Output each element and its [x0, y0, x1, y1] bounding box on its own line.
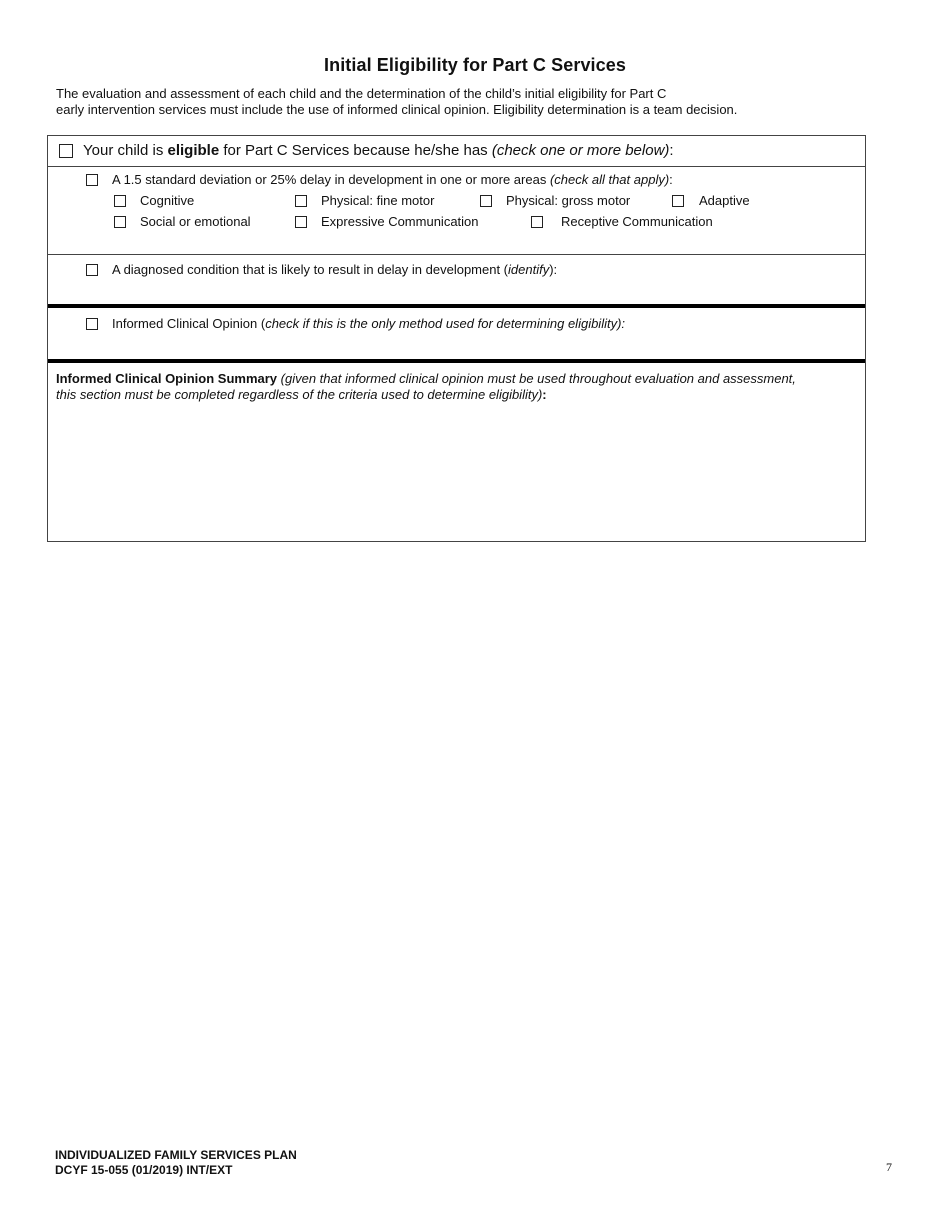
eligibility-form	[47, 135, 866, 542]
cognitive-checkbox[interactable]	[114, 195, 126, 207]
page-title: Initial Eligibility for Part C Services	[324, 55, 626, 75]
summary-section	[48, 363, 865, 541]
fine-motor-label: Physical: fine motor	[321, 193, 435, 208]
adaptive-checkbox[interactable]	[672, 195, 684, 207]
footer-form-title: INDIVIDUALIZED FAMILY SERVICES PLAN	[55, 1148, 297, 1162]
gross-motor-label: Physical: gross motor	[506, 193, 631, 208]
fine-motor-checkbox[interactable]	[295, 195, 307, 207]
informed-clinical-opinion-row	[48, 308, 865, 363]
diagnosed-condition-checkbox[interactable]	[86, 264, 98, 276]
social-emotional-checkbox[interactable]	[114, 216, 126, 228]
page-number: 7	[886, 1160, 892, 1174]
delay-label: A 1.5 standard deviation or 25% delay in development in one or more areas (check all that apply):	[112, 172, 673, 187]
form-footer	[55, 1148, 297, 1178]
intro-line-2: early intervention services must include the use of informed clinical opinion. Eligibility determination is a team decision.	[56, 102, 738, 117]
eligible-row	[48, 136, 865, 167]
gross-motor-checkbox[interactable]	[480, 195, 492, 207]
summary-heading: Informed Clinical Opinion Summary (given that informed clinical opinion must be used throughout evaluation and assessment, this section must be completed regardless of the criteria used to determine eligibility):	[56, 371, 796, 402]
delay-row	[48, 167, 865, 255]
diagnosed-condition-row	[48, 255, 865, 308]
informed-clinical-opinion-label: Informed Clinical Opinion (check if this is the only method used for determining eligibility):	[112, 316, 626, 331]
diagnosed-condition-label: A diagnosed condition that is likely to result in delay in development (identify):	[112, 262, 558, 277]
receptive-communication-label: Receptive Communication	[561, 214, 713, 229]
intro-line-1: The evaluation and assessment of each child and the determination of the child’s initial eligibility for Part C	[56, 86, 667, 101]
eligible-checkbox[interactable]	[59, 144, 73, 158]
social-emotional-label: Social or emotional	[140, 214, 251, 229]
footer-form-code: DCYF 15-055 (01/2019) INT/EXT	[55, 1163, 233, 1177]
expressive-communication-label: Expressive Communication	[321, 214, 479, 229]
summary-text-area[interactable]	[56, 407, 857, 535]
cognitive-label: Cognitive	[140, 193, 195, 208]
receptive-communication-checkbox[interactable]	[531, 216, 543, 228]
intro-paragraph	[56, 86, 856, 118]
informed-clinical-opinion-checkbox[interactable]	[86, 318, 98, 330]
delay-checkbox[interactable]	[86, 174, 98, 186]
expressive-communication-checkbox[interactable]	[295, 216, 307, 228]
eligible-label: Your child is eligible for Part C Services because he/she has (check one or more below):	[83, 142, 674, 159]
adaptive-label: Adaptive	[699, 193, 750, 208]
eligible-bold: eligible	[167, 142, 220, 159]
